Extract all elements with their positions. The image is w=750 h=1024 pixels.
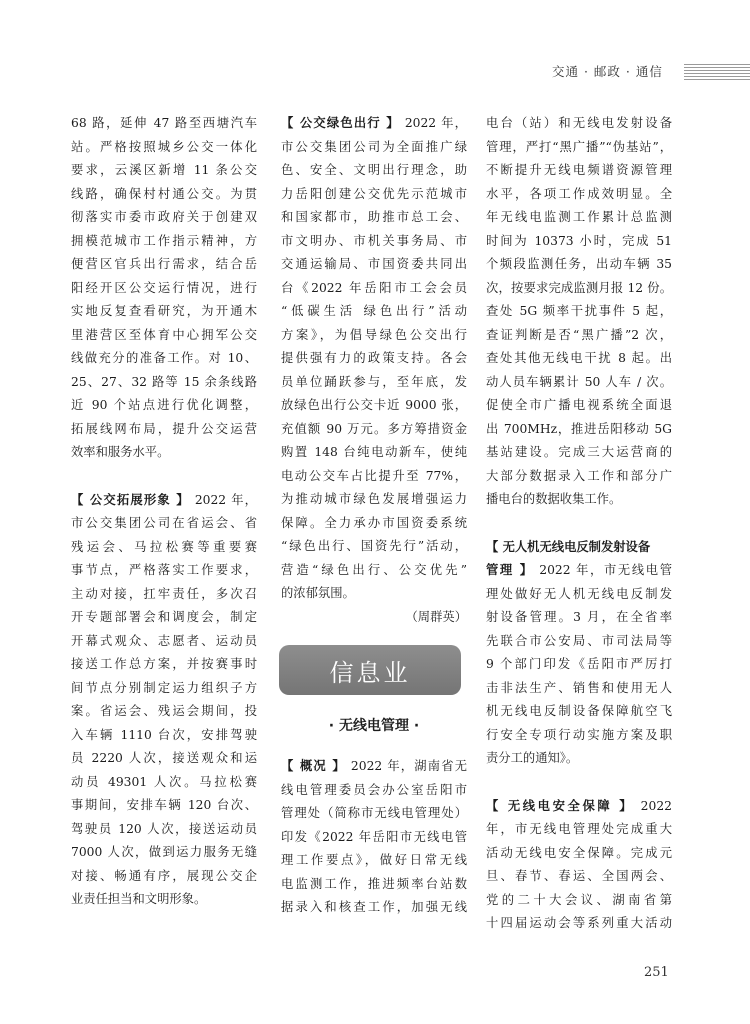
text-run: 台《2022 年岳阳市工会会员: [281, 280, 467, 295]
text-line: [486, 865, 672, 889]
text-run: 开专题部署会和调度会，制定: [71, 610, 257, 624]
text-line: [71, 394, 257, 418]
section-banner: [279, 645, 461, 695]
column-middle: [281, 112, 467, 920]
text-line: [281, 488, 467, 512]
text-run: 出 700MHz，推进岳阳移动 5G: [486, 421, 672, 436]
text-line: [486, 324, 672, 348]
text-line: [71, 324, 257, 348]
text-line: [71, 536, 257, 560]
text-line: [486, 371, 672, 395]
text-run: （周群英）: [405, 609, 467, 624]
text-line: [486, 206, 672, 230]
text-line: [486, 488, 672, 512]
text-line: [486, 795, 672, 819]
text-run: 市公交集团公司为全面推广绿: [281, 139, 467, 154]
text-run: 年无线电监测工作累计总监测: [486, 210, 672, 224]
column-left: [71, 112, 257, 912]
text-run: 提供强有力的政策支持。各会: [281, 351, 467, 365]
text-run: 不断提升无线电频谱资源管理: [486, 163, 672, 177]
text-run: 2022: [634, 798, 672, 813]
text-line: [486, 889, 672, 913]
text-line: [281, 159, 467, 183]
text-run: 7000 人次，做到运力服务无缝: [71, 845, 257, 859]
text-line: [71, 489, 257, 513]
text-run: 为推动城市绿色发展增强运力: [281, 492, 467, 506]
text-run: 的浓郁氛围。: [281, 586, 355, 600]
running-header: 交通 · 邮政 · 通信: [552, 64, 663, 79]
text-run: 近 90 个站点进行优化调整，: [71, 398, 257, 412]
text-run: 68 路，延伸 47 路至西塘汽车: [71, 116, 257, 130]
text-line: [71, 206, 257, 230]
text-line: [71, 347, 257, 371]
text-line: [71, 700, 257, 724]
text-run: 行安全专项行动实施方案及职: [486, 727, 672, 742]
text-run: 入车辆 1110 台次，安排驾驶: [71, 727, 257, 742]
text-run: 阳经开区公交运行情况，进行: [71, 280, 257, 295]
text-line: [281, 582, 467, 606]
text-run: 动员 49301 人次。马拉松赛: [71, 774, 257, 789]
text-run: 射设备管理。3 月，在全省率: [486, 610, 672, 624]
text-run: 交通运输局、市国资委共同出: [281, 257, 467, 271]
text-line: [71, 559, 257, 583]
text-line: [281, 347, 467, 371]
text-line: [486, 277, 672, 301]
column-middle-text-bottom: [281, 755, 467, 920]
text-run: 充值额 90 万元。多方筹措资金: [281, 421, 467, 436]
text-run: 驾驶员 120 人次，接送运动员: [71, 821, 257, 836]
text-run: 业责任担当和文明形象。: [71, 892, 207, 906]
text-line: [281, 136, 467, 160]
text-run: 播电台的数据收集工作。: [486, 492, 622, 506]
text-line: [71, 371, 257, 395]
text-run: 色、安全、文明出行理念，助: [281, 163, 467, 177]
paragraph-heading: 【 概况 】: [281, 759, 346, 773]
text-run: 动人员车辆累计 50 人车 / 次。: [486, 374, 672, 389]
paragraph-heading: 管理 】: [486, 563, 534, 577]
text-run: 对接、畅通有序，展现公交企: [71, 868, 257, 883]
text-run: 方案》，为倡导绿色公交出行: [281, 327, 467, 342]
text-line: [71, 747, 257, 771]
text-run: 残运会、马拉松赛等重要赛: [71, 539, 257, 554]
text-line: [486, 418, 672, 442]
text-line: [486, 136, 672, 160]
text-line: [71, 277, 257, 301]
author-credit: [281, 606, 467, 630]
text-line: [281, 441, 467, 465]
text-run: 25、27、32 路等 15 余条线路: [71, 374, 257, 389]
header-stripe-decoration: [684, 64, 750, 80]
text-line: [486, 677, 672, 701]
text-line: [486, 724, 672, 748]
text-line: [486, 630, 672, 654]
text-run: 时间为 10373 小时，完成 51: [486, 233, 672, 248]
text-line: [71, 818, 257, 842]
text-run: 理处做好无人机无线电反制发: [486, 586, 672, 601]
text-line: [71, 653, 257, 677]
text-run: 基站建设。完成三大运营商的: [486, 445, 672, 459]
text-line: [71, 724, 257, 748]
text-run: 员单位踊跃参与，至年底，发: [281, 374, 467, 389]
text-line: [281, 112, 467, 136]
text-line: [71, 794, 257, 818]
text-run: 市文明办、市机关事务局、市: [281, 233, 467, 248]
text-run: 开幕式观众、志愿者、运动员: [71, 633, 257, 648]
text-line: [71, 112, 257, 136]
column-left-text: [71, 112, 257, 912]
text-line: [486, 253, 672, 277]
text-run: 要求，云溪区新增 11 条公交: [71, 163, 257, 177]
text-line: [71, 253, 257, 277]
text-line: [486, 818, 672, 842]
text-run: 理工作要点》，做好日常无线: [281, 853, 467, 867]
text-run: 放绿色出行公交卡近 9000 张，: [281, 398, 467, 412]
text-line: [486, 700, 672, 724]
text-line: [486, 441, 672, 465]
text-run: 拓展线网布局，提升公交运营: [71, 421, 257, 436]
text-line: [281, 755, 467, 779]
text-line: [486, 536, 672, 560]
text-line: [486, 159, 672, 183]
text-run: 拥模范城市工作指示精神，方: [71, 233, 257, 248]
text-line: [71, 630, 257, 654]
paragraph-gap: [71, 465, 257, 489]
text-run: 查处其他无线电干扰 8 起。出: [486, 351, 672, 365]
text-line: [71, 606, 257, 630]
text-line: [486, 183, 672, 207]
text-run: 促使全市广播电视系统全面退: [486, 398, 672, 412]
text-run: 里港营区至体育中心拥军公交: [71, 327, 257, 342]
column-middle-text-top: [281, 112, 467, 629]
text-line: [71, 183, 257, 207]
text-line: [281, 779, 467, 803]
text-run: 大部分数据录入工作和部分广: [486, 468, 672, 483]
paragraph-gap: [486, 512, 672, 536]
text-run: 责分工的通知》。: [486, 751, 579, 765]
text-line: [281, 873, 467, 897]
text-run: 2022 年，市无线电管: [533, 563, 672, 577]
text-run: 电监测工作，推进频率台站数: [281, 876, 467, 891]
text-line: [486, 230, 672, 254]
text-run: 市公交集团公司在省运会、省: [71, 516, 257, 530]
text-line: [281, 802, 467, 826]
text-run: “低碳生活 绿色出行”活动: [281, 304, 467, 318]
column-right: [486, 112, 672, 936]
text-line: [486, 394, 672, 418]
text-run: 事期间，安排车辆 120 台次、: [71, 798, 257, 812]
text-run: 员 2220 人次，接送观众和运: [71, 751, 257, 765]
text-line: [486, 347, 672, 371]
text-run: 保障。全力承办市国资委系统: [281, 515, 467, 530]
paragraph-heading: 【 公交拓展形象 】: [71, 492, 190, 507]
text-line: [71, 888, 257, 912]
text-run: 电动公交车占比提升至 77%，: [281, 468, 467, 483]
text-run: 9 个部门印发《岳阳市严厉打: [486, 657, 672, 671]
text-line: [281, 559, 467, 583]
text-line: [281, 206, 467, 230]
text-run: 购置 148 台纯电动新车，使纯: [281, 445, 467, 459]
text-line: [281, 394, 467, 418]
text-line: [281, 826, 467, 850]
text-run: 管理，严打“黑广播”“伪基站”，: [486, 139, 672, 154]
text-line: [281, 277, 467, 301]
text-run: 先联合市公安局、市司法局等: [486, 633, 672, 648]
text-line: [71, 230, 257, 254]
text-line: [281, 512, 467, 536]
text-run: 管理处（简称市无线电管理处）: [281, 806, 467, 820]
text-run: 2022 年，: [189, 492, 257, 507]
text-line: [281, 418, 467, 442]
text-run: 据录入和核查工作，加强无线: [281, 900, 467, 914]
text-run: 年，市无线电管理处完成重大: [486, 822, 672, 836]
text-line: [281, 371, 467, 395]
paragraph-heading: 【 公交绿色出行 】: [281, 116, 400, 130]
text-run: 主动对接，扛牢责任，多次召: [71, 586, 257, 601]
text-run: 效率和服务水平。: [71, 445, 170, 459]
text-line: [71, 418, 257, 442]
text-line: [71, 159, 257, 183]
text-line: [71, 677, 257, 701]
text-line: [281, 465, 467, 489]
text-run: 线做充分的准备工作。对 10、: [71, 351, 257, 365]
text-run: 旦、春节、春运、全国两会、: [486, 869, 672, 883]
text-run: 查证判断是否“黑广播”2 次，: [486, 327, 672, 342]
text-line: [281, 849, 467, 873]
text-line: [486, 606, 672, 630]
text-run: 机无线电反制设备保障航空飞: [486, 704, 672, 718]
text-run: 击非法生产、销售和使用无人: [486, 680, 672, 695]
text-line: [281, 183, 467, 207]
subsection-heading: · 无线电管理 ·: [328, 718, 420, 734]
text-line: [281, 300, 467, 324]
text-run: 案。省运会、残运会期间，投: [71, 704, 257, 718]
text-run: 查处 5G 频率干扰事件 5 起，: [486, 304, 672, 318]
text-run: 活动无线电安全保障。完成元: [486, 845, 672, 860]
text-run: 和国家都市，助推市总工会、: [281, 210, 467, 224]
text-run: 个频段监测任务，出动车辆 35: [486, 257, 672, 271]
text-line: [281, 324, 467, 348]
text-run: “绿色出行、国资先行”活动，: [281, 539, 467, 553]
text-run: 线电管理委员会办公室岳阳市: [281, 782, 467, 797]
text-line: [71, 300, 257, 324]
text-run: 党的二十大会议、湖南省第: [486, 892, 672, 907]
text-line: [486, 653, 672, 677]
text-run: 力岳阳创建公交优先示范城市: [281, 186, 467, 201]
text-run: 线路，确保村村通公交。为贯: [71, 186, 257, 201]
text-run: 营造“绿色出行、公交优先”: [281, 562, 467, 577]
paragraph-heading: 【 无线电安全保障 】: [486, 798, 635, 813]
text-line: [486, 842, 672, 866]
text-run: 次，按要求完成监测月报 12 份。: [486, 280, 672, 295]
text-run: 电台（站）和无线电发射设备: [486, 116, 672, 130]
page-number: 251: [644, 965, 669, 980]
text-line: [71, 512, 257, 536]
text-run: 接送工作总方案，并按赛事时: [71, 657, 257, 671]
text-line: [71, 771, 257, 795]
text-line: [281, 253, 467, 277]
text-line: [486, 112, 672, 136]
text-line: [281, 230, 467, 254]
text-line: [71, 865, 257, 889]
text-run: 2022 年，: [399, 116, 467, 130]
text-line: [486, 912, 672, 936]
text-run: 事节点，严格落实工作要求，: [71, 563, 257, 577]
text-run: 彻落实市委市政府关于创建双: [71, 210, 257, 224]
text-line: [486, 747, 672, 771]
text-run: 十四届运动会等系列重大活动: [486, 916, 672, 930]
text-line: [486, 300, 672, 324]
text-line: [486, 559, 672, 583]
text-line: [281, 896, 467, 920]
text-run: 便营区官兵出行需求，结合岳: [71, 257, 257, 271]
text-line: [281, 535, 467, 559]
paragraph-gap: [486, 771, 672, 795]
text-run: 2022 年，湖南省无: [345, 759, 467, 773]
text-run: 水平，各项工作成效明显。全: [486, 186, 672, 201]
text-run: 印发《2022 年岳阳市无线电管: [281, 829, 467, 844]
text-line: [71, 841, 257, 865]
text-line: [71, 583, 257, 607]
column-right-text: [486, 112, 672, 936]
text-run: 间节点分别制定运力组织子方: [71, 680, 257, 695]
section-banner-title: 信息业: [329, 658, 411, 687]
text-line: [71, 136, 257, 160]
text-run: 站。严格按照城乡公交一体化: [71, 139, 257, 154]
paragraph-heading: 【 无人机无线电反制发射设备: [486, 539, 651, 554]
text-line: [71, 441, 257, 465]
text-line: [486, 465, 672, 489]
text-run: 实地反复查看研究，为开通木: [71, 304, 257, 318]
text-line: [486, 583, 672, 607]
